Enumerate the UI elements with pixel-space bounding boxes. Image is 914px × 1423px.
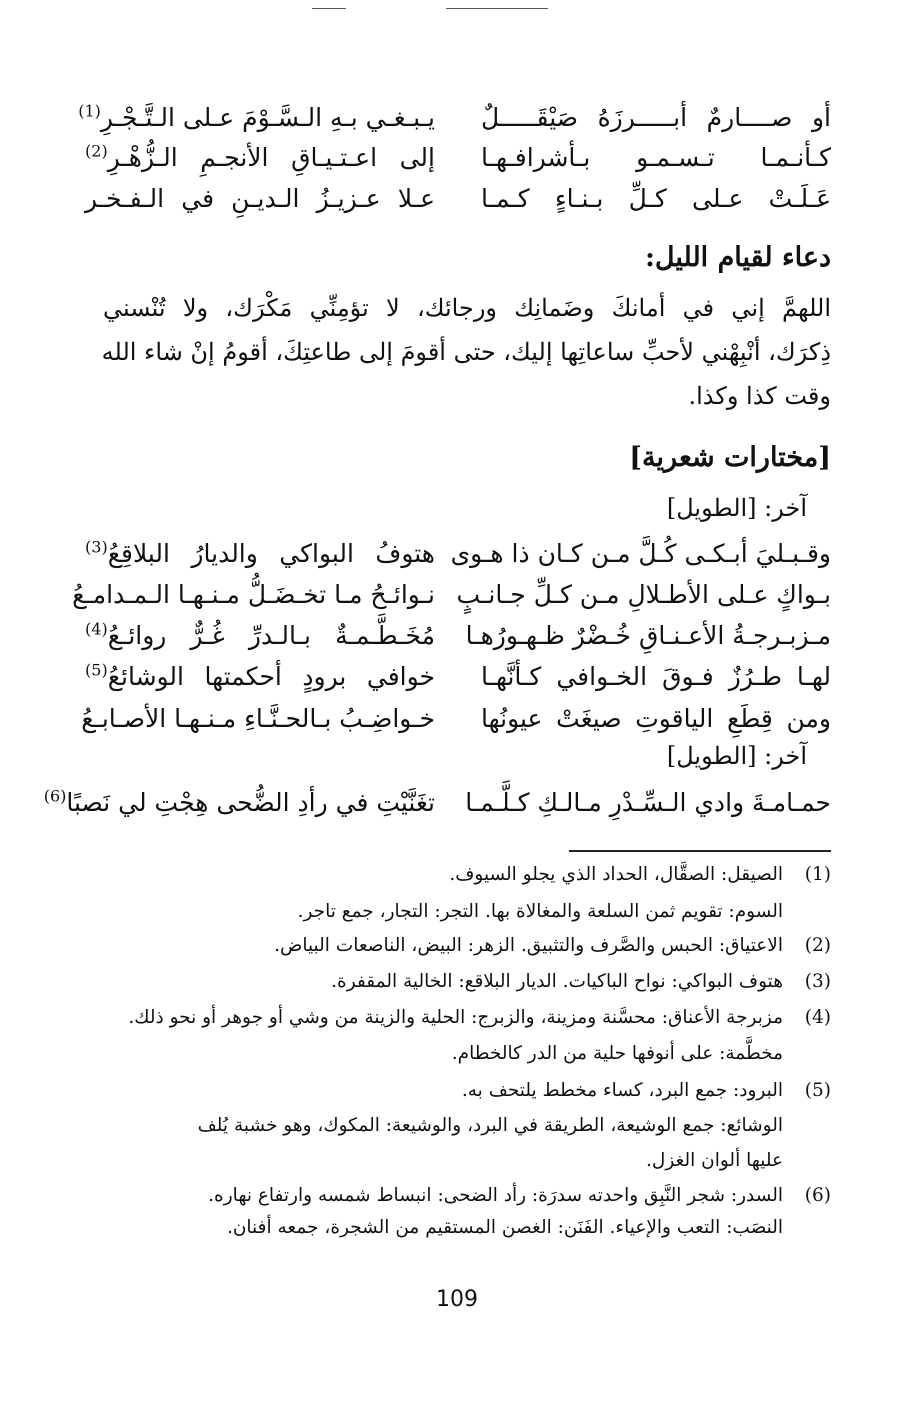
meter-label: آخر: [الطويل] — [666, 742, 807, 770]
page-number: 109 — [436, 1287, 478, 1312]
verse-first-hemistich: لهـا طـرُزٌ فـوقَ الخـوافي كـأنَّهـا — [481, 662, 831, 691]
paragraph-line: وقت كذا وكذا. — [688, 382, 831, 410]
footnote-continuation: عليها ألوان الغزل. — [646, 1150, 783, 1171]
verse-first-hemistich: كـأنـمـا تـسـمـو بـأشرافـهـا — [481, 143, 831, 172]
footnote-text: مزبرجة الأعناق: محسَّنة ومزينة، والزبرج: الحلية والزينة من وشي أو جوهر أو نحو ذلك. — [128, 1007, 783, 1028]
footnote-text: السدر: شجر النَّبِق واحدته سدرَة: رأد الضحى: انبساط شمسه وارتفاع نهاره. — [208, 1185, 783, 1206]
verse-first-hemistich: بـواكٍ عـلى الأطـلالِ مـن كـلِّ جـانـبٍ — [456, 580, 831, 609]
section-heading-poetry-selections: [مختارات شعرية] — [629, 442, 831, 473]
verse-second-hemistich-text: تغَنَّيْتِ في رأدِ الضُّحى هِجْتِ لي نَصبًا — [66, 788, 435, 817]
verse-line — [78, 96, 831, 140]
paragraph-line: ذِكرَك، أنْبِهْني لأحبِّ ساعاتِها إليك، حتى أقومَ إلى طاعتِكَ، أقومُ إنْ شاء الله — [101, 338, 831, 366]
top-rule-left — [312, 8, 346, 9]
footnote-marker: (4) — [85, 619, 108, 639]
footnote-continuation: النصَب: التعب والإعياء. الفَنَن: الغصن المستقيم من الشجرة، جمعه أفنان. — [226, 1217, 783, 1238]
footnote-marker: (5) — [85, 660, 108, 680]
verse-second-hemistich — [85, 655, 435, 699]
footnote-number: (1) — [804, 864, 831, 885]
footnote-text: الاعتياق: الحبس والصَّرف والتثبيق. الزهر: البيض، الناصعات البياض. — [274, 935, 783, 956]
verse-second-hemistich-text: يـبـغـي بـهِ الـسَّـوْمَ عـلى الـتَّـجْـرِ — [100, 103, 435, 132]
paragraph-line: اللهمَّ إني في أمانكَ وضَمانِك ورجائك، لا تؤمِنِّي مَكْرَك، ولا تُنْسني — [103, 294, 831, 322]
footnote-separator — [569, 850, 831, 852]
verse-first-hemistich: مـزبـرجـةُ الأعـنـاقِ خُـضْرٌ ظـهـورُهـا — [465, 621, 831, 650]
verse-first-hemistich: وقـبـليَ أبـكـى كُـلَّ مـن كـان ذا هـوى — [450, 539, 831, 568]
footnote-number: (2) — [804, 935, 831, 956]
verse-line — [85, 655, 831, 699]
footnote-marker: (1) — [78, 101, 101, 121]
verse-line — [85, 614, 831, 658]
verse-line — [81, 697, 831, 741]
verse-second-hemistich: عـلا عـزيـزُ الـديـنِ في الـفـخـر — [85, 184, 435, 213]
footnote-continuation: السوم: تقويم ثمن السلعة والمغالاة بها. التجر: التجار، جمع تاجر. — [297, 901, 783, 922]
verse-second-hemistich-text: إلى اعـتـيـاقِ الأنجـمِ الـزُّهْـرِ — [107, 143, 435, 172]
meter-label: آخر: [الطويل] — [666, 494, 807, 522]
footnote-text: الصيقل: الصقَّال، الحداد الذي يجلو السيوف. — [449, 864, 783, 885]
verse-first-hemistich: ومن قِطَعِ الياقوتِ صيغَتْ عيونُها — [481, 704, 831, 733]
verse-line — [85, 177, 831, 221]
verse-second-hemistich-text: خوافي برودٍ أحكمتها الوشائعُ — [107, 662, 435, 691]
verse-line — [43, 781, 831, 825]
verse-second-hemistich — [85, 614, 435, 658]
footnote-continuation: مخطَّمة: على أنوفها حلية من الدر كالخطام. — [451, 1043, 783, 1064]
footnote-continuation: الوشائع: جمع الوشيعة، الطريقة في البرد، والوشيعة: المكوك، وهو خشبة يُلف — [197, 1115, 783, 1136]
footnote-marker: (6) — [43, 786, 67, 806]
verse-second-hemistich: نـوائـحُ مـا تخـضَـلُّ مـنـهـا الـمـدامـعُ — [72, 580, 435, 609]
verse-line — [72, 573, 831, 617]
verse-line — [85, 532, 831, 576]
section-heading-night-prayer: دعاء لقيام الليل: — [644, 242, 831, 273]
verse-second-hemistich-text: مُخَـطَّـمـةٌ بـالـدرِّ غُـرٌّ روائـعُ — [107, 621, 435, 650]
footnote-marker: (3) — [85, 537, 108, 557]
footnote-number: (4) — [804, 1007, 831, 1028]
footnote-marker: (2) — [85, 141, 108, 161]
verse-second-hemistich: خـواضِـبُ بـالحـنَّـاءِ مـنـهـا الأصـابـعُ — [81, 704, 435, 733]
footnote-number: (6) — [804, 1185, 831, 1206]
footnote-text: هتوف البواكي: نواح الباكيات. الديار البلاقع: الخالية المقفرة. — [331, 971, 783, 992]
verse-second-hemistich-text: هتوفُ البواكي والديارُ البلاقِعُ — [107, 539, 435, 568]
verse-first-hemistich: أو صــــارمٌ أبـــــرزَهُ صَيْقَـــــلٌ — [481, 103, 831, 132]
verse-first-hemistich: عَـلَـتْ عـلى كـلِّ بـنـاءٍ كـمـا — [481, 184, 831, 213]
top-rule-right — [446, 8, 548, 9]
verse-line — [85, 136, 831, 180]
footnote-number: (5) — [804, 1080, 831, 1101]
footnote-number: (3) — [804, 971, 831, 992]
verse-second-hemistich — [78, 96, 435, 140]
footnote-text: البرود: جمع البرد، كساء مخطط يلتحف به. — [461, 1080, 783, 1101]
verse-second-hemistich — [43, 781, 435, 825]
verse-second-hemistich — [85, 136, 435, 180]
verse-second-hemistich — [85, 532, 435, 576]
verse-first-hemistich: حمـامـةَ وادي الـسِّـدْرِ مـالـكِ كـلَّـمـا — [465, 788, 831, 817]
